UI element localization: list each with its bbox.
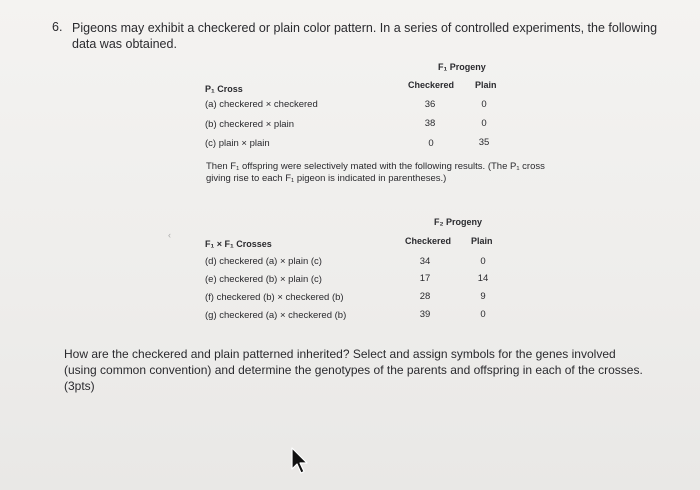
table1-plain-value: 0 xyxy=(481,118,487,129)
f1-crosses-header: F₁ × F₁ Crosses xyxy=(205,239,272,249)
table2-row-label: (d) checkered (a) × plain (c) xyxy=(205,256,322,267)
bottom-question: How are the checkered and plain patterned inherited? Select and assign symbols for the genes involved (using common convention) and determine the genotypes of the parents and offspring in each of the crosses. (3pts) xyxy=(64,347,643,393)
p1-cross-header: P₁ Cross xyxy=(205,84,243,94)
middle-paragraph: Then F₁ offspring were selectively mated with the following results. (The P₁ cross giving rise to each F₁ pigeon is indicated in parentheses.) xyxy=(206,161,545,184)
table2-plain-value: 9 xyxy=(480,291,486,302)
table2-checkered-value: 28 xyxy=(419,291,431,302)
table1-checkered-value: 0 xyxy=(428,138,434,149)
table2-checkered-header: Checkered xyxy=(405,236,452,246)
table2-row-label: (f) checkered (b) × checkered (b) xyxy=(205,292,344,303)
table1-checkered-value: 38 xyxy=(424,118,436,129)
table1-plain-value: 0 xyxy=(481,99,487,110)
table2-plain-value: 0 xyxy=(480,256,486,267)
table2-row-label: (e) checkered (b) × plain (c) xyxy=(205,274,322,285)
table2-plain-header: Plain xyxy=(471,236,493,246)
mouse-cursor-icon xyxy=(290,447,308,475)
table2-plain-value: 0 xyxy=(480,309,486,320)
f1-progeny-header: F₁ Progeny xyxy=(438,62,486,72)
table1-checkered-value: 36 xyxy=(424,99,436,110)
table2-plain-value: 14 xyxy=(477,273,489,284)
table2-checkered-value: 39 xyxy=(419,309,431,320)
table1-plain-header: Plain xyxy=(475,80,497,90)
table1-plain-value: 35 xyxy=(478,137,490,148)
table2-checkered-value: 34 xyxy=(419,256,431,267)
faint-tick-mark: ‹ xyxy=(168,230,171,240)
table1-row-label: (c) plain × plain xyxy=(205,138,270,149)
table1-row-label: (a) checkered × checkered xyxy=(205,99,318,110)
table2-row-label: (g) checkered (a) × checkered (b) xyxy=(205,310,347,321)
table2-checkered-value: 17 xyxy=(419,273,431,284)
question-number: 6. xyxy=(52,20,63,34)
f2-progeny-header: F₂ Progeny xyxy=(434,217,483,227)
question-text: Pigeons may exhibit a checkered or plain color pattern. In a series of controlled experiments, the following data was obtained. xyxy=(72,21,658,51)
table1-checkered-header: Checkered xyxy=(408,80,455,90)
table1-row-label: (b) checkered × plain xyxy=(205,119,294,130)
